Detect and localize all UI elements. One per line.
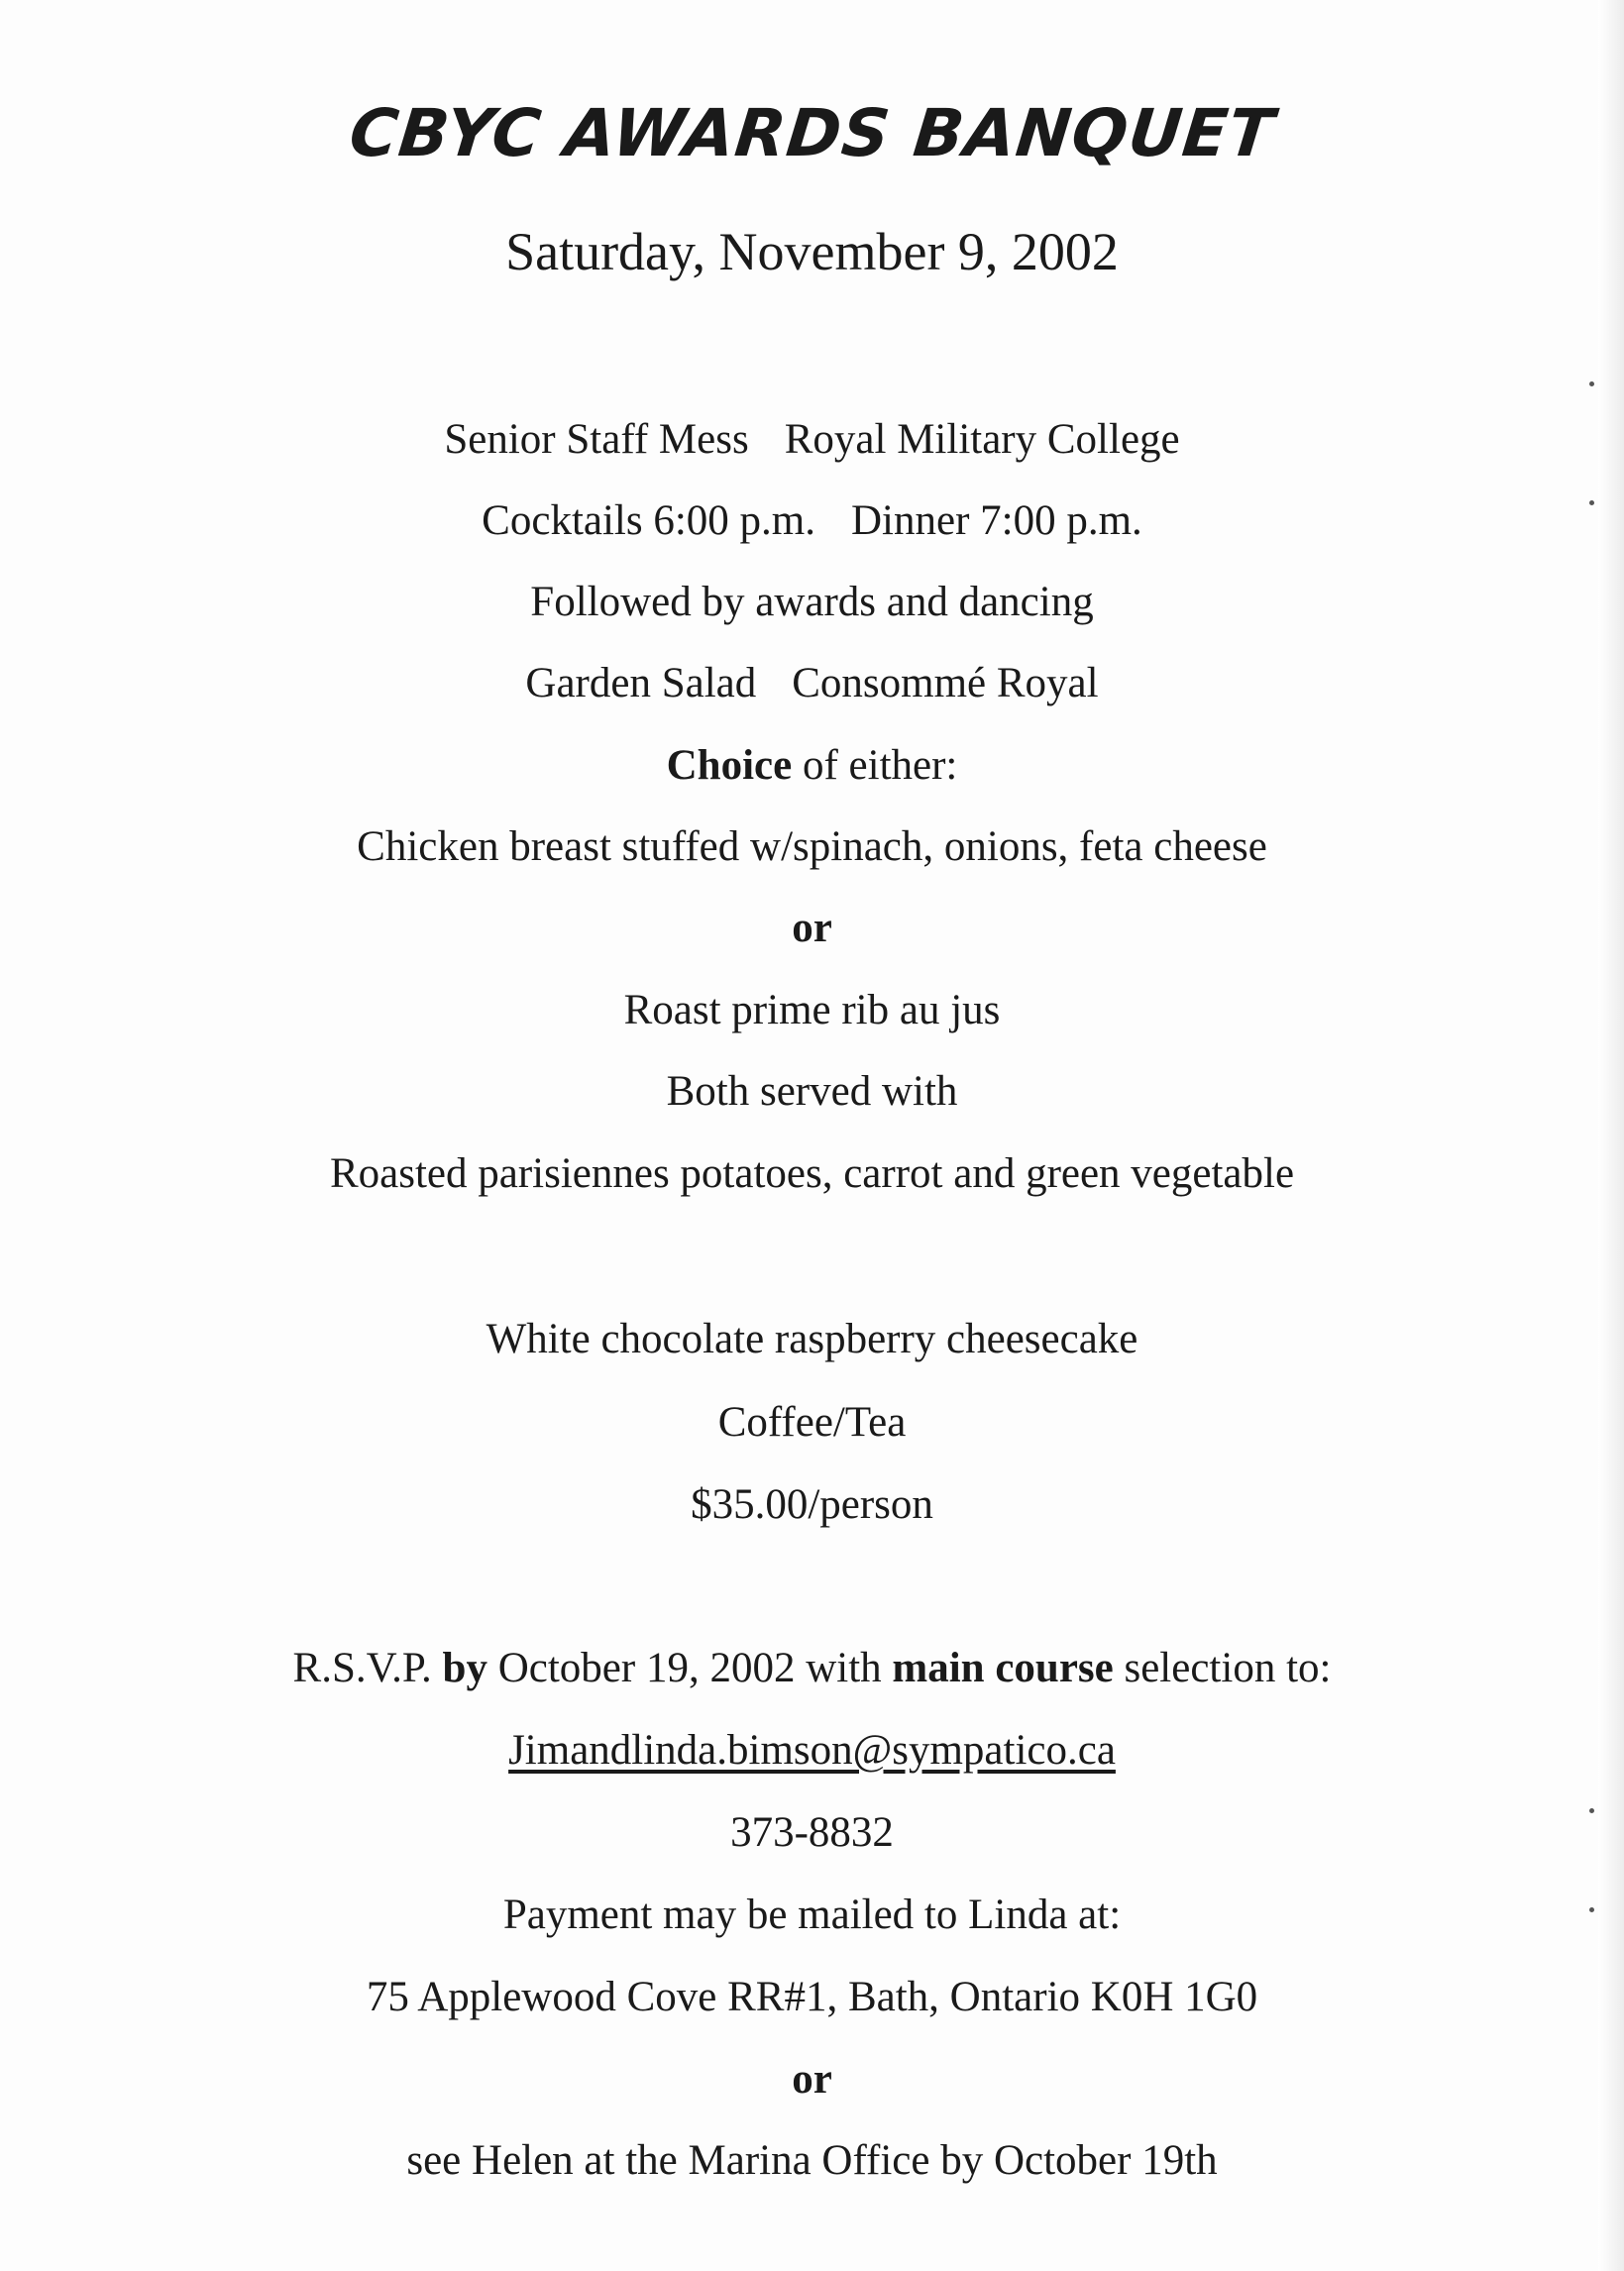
or-separator: or [792, 905, 832, 951]
rsvp-prefix: R.S.V.P. [292, 1645, 443, 1691]
venue-line [0, 414, 1624, 466]
rsvp-by: by [442, 1645, 487, 1691]
starter-consomme: Consommé Royal [792, 660, 1099, 706]
alternative-line: see Helen at the Marina Office by October 19th [406, 2137, 1218, 2184]
served-with-line: Both served with [666, 1068, 958, 1115]
phone-number: 373-8832 [730, 1809, 894, 1856]
dinner-time: Dinner 7:00 p.m. [851, 497, 1142, 544]
sides-line: Roasted parisiennes potatoes, carrot and green vegetable [329, 1150, 1295, 1197]
main-option-chicken: Chicken breast stuffed w/spinach, onions, feta cheese [357, 823, 1267, 870]
venue-mess: Senior Staff Mess [444, 416, 749, 463]
address-line: 75 Applewood Cove RR#1, Bath, Ontario K0H 1G0 [366, 1974, 1258, 2020]
choice-rest: of either: [792, 742, 958, 789]
scan-speck [1589, 381, 1594, 386]
email-link[interactable]: Jimandlinda.bimson@sympatico.ca [508, 1727, 1116, 1774]
rsvp-line [0, 1643, 1624, 1694]
choice-label: Choice [666, 742, 793, 789]
times-line [0, 495, 1624, 547]
price-line: $35.00/person [691, 1481, 933, 1528]
choice-line [0, 740, 1624, 792]
main-option-rib: Roast prime rib au jus [623, 987, 1001, 1033]
starters-line [0, 658, 1624, 709]
beverage-line: Coffee/Tea [717, 1399, 907, 1446]
payment-line: Payment may be mailed to Linda at: [502, 1892, 1122, 1938]
dessert-line: White chocolate raspberry cheesecake [486, 1316, 1138, 1362]
starter-salad: Garden Salad [525, 660, 757, 706]
banquet-title: CBYC AWARDS BANQUET [346, 95, 1278, 171]
rsvp-main-course: main course [892, 1645, 1114, 1691]
event-date: Saturday, November 9, 2002 [505, 222, 1119, 281]
venue-college: Royal Military College [784, 416, 1180, 463]
rsvp-suffix: selection to: [1113, 1645, 1332, 1691]
email-line [0, 1725, 1624, 1777]
rsvp-date: October 19, 2002 with [487, 1645, 893, 1691]
cocktails-time: Cocktails 6:00 p.m. [482, 497, 815, 544]
program-line: Followed by awards and dancing [530, 579, 1094, 625]
or-separator-2: or [792, 2056, 832, 2103]
